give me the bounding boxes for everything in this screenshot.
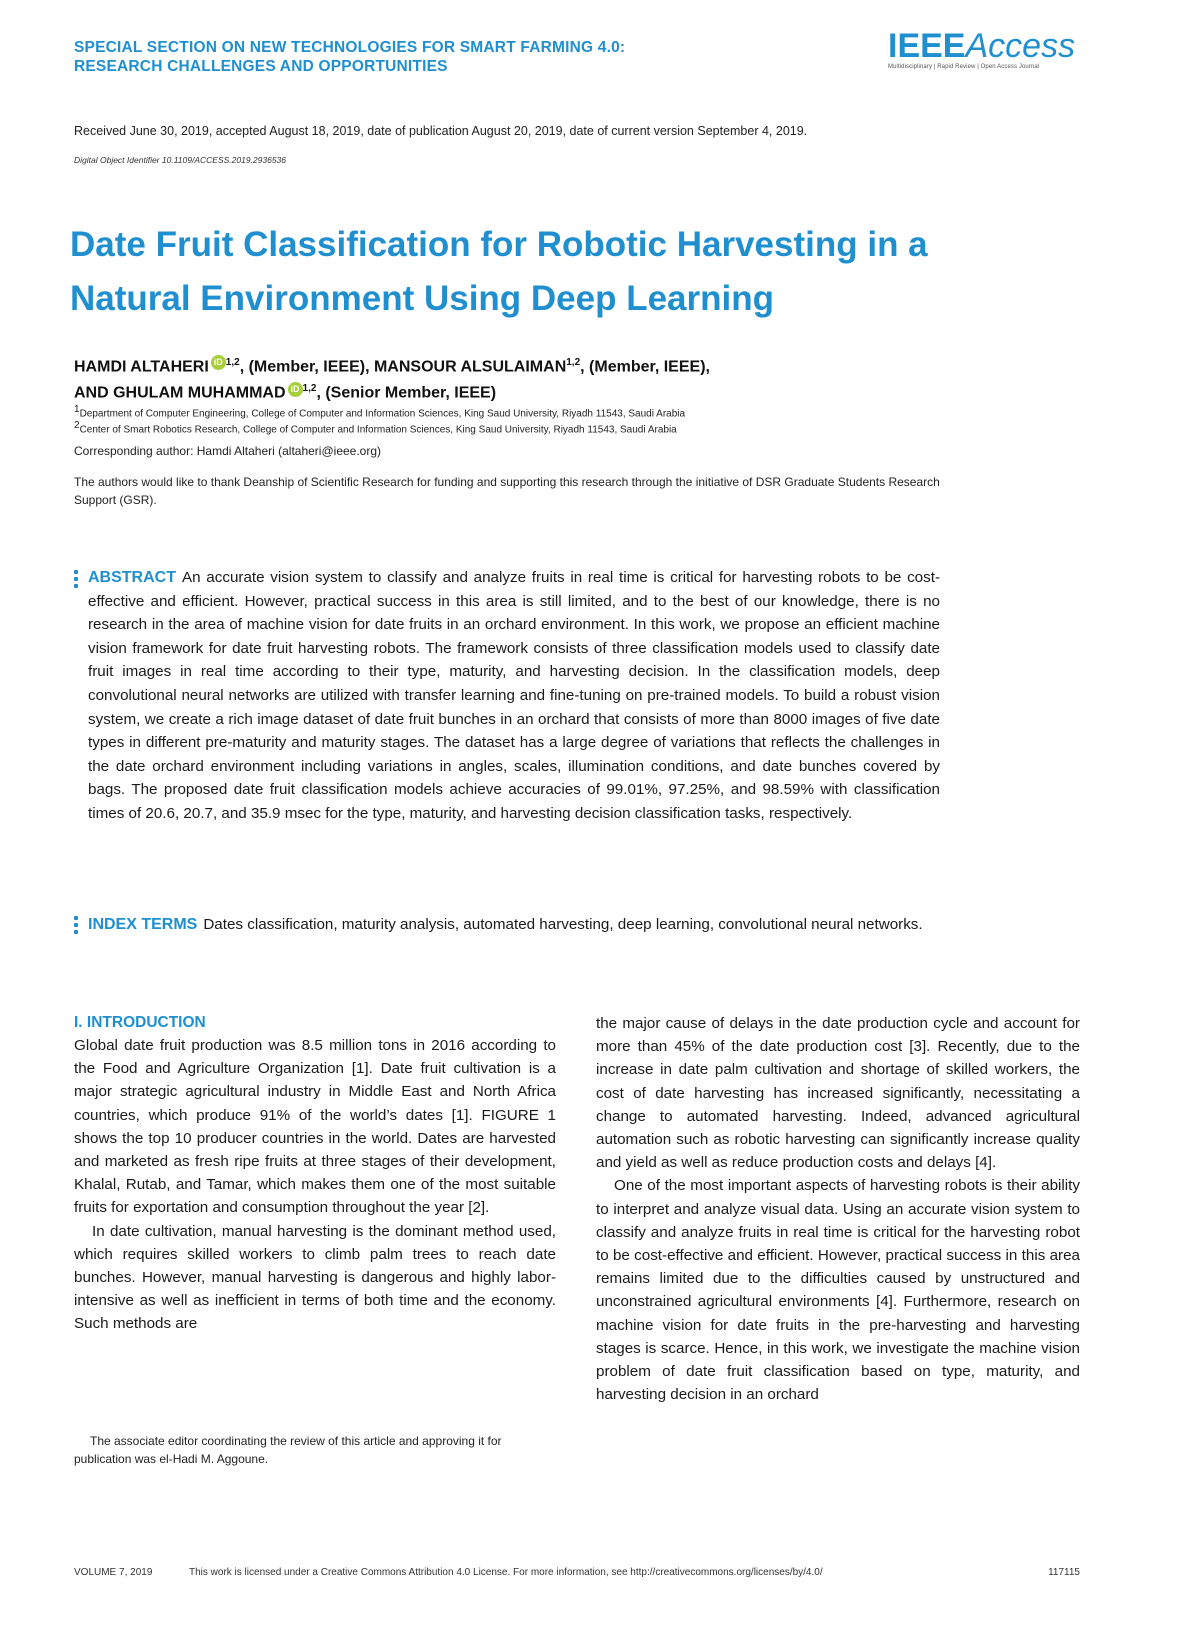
intro-paragraph-4: One of the most important aspects of harvesting robots is their ability to interpret and analyze visual data. Using an accurate vision system to classify and analyze fruits in real time is critical for the harvesting robot to be cost-effective and efficient. However, practical success in this area remains limited due to the difficulties caused by unstructured and unconstrained agricultural environments [4]. Furthermore, research on machine vision for date fruits in the pre-harvesting and harvesting stages is scarce. Hence, in this work, we investigate the machine vision problem of date fruit classification based on type, maturity, and harvesting decision in an orchard: [596, 1177, 1080, 1404]
logo-tagline: Multidisciplinary | Rapid Review | Open Access Journal: [888, 64, 1040, 70]
author-line-1: [74, 352, 974, 378]
footer-page-number: 117115: [1048, 1567, 1080, 1578]
special-section-header: [74, 38, 774, 76]
affiliation-1: [74, 404, 974, 419]
paper-title: Date Fruit Classification for Robotic Harvesting in a Natural Environment Using Deep Learning: [70, 225, 928, 318]
ieee-access-logo: [888, 26, 1088, 78]
author-affil-sup: 1,2: [225, 357, 240, 368]
affiliation-text: Center of Smart Robotics Research, College of Computer and Information Sciences, King Saud University, Riyadh 11543, Saudi Arabia: [79, 424, 677, 436]
left-column: [74, 1012, 556, 1336]
affiliation-sup: 1: [74, 404, 80, 415]
author-name: HAMDI ALTAHERI: [74, 358, 209, 376]
intro-paragraph-1: Global date fruit production was 8.5 million tons in 2016 according to the Food and Agriculture Organization [1]. Date fruit cultivation is a major strategic agricultural industry in Middle East and North Africa countries, which produce 91% of the world’s dates [1]. FIGURE 1 shows the top 10 producer countries in the world. Dates are harvested and marketed as fresh ripe fruits at three stages of their development, Khalal, Rutab, and Tamar, which makes them one of the most suitable fruits for exportation and consumption throughout the year [2].: [74, 1037, 556, 1217]
abstract-label: ABSTRACT: [88, 569, 176, 586]
author-name: AND GHULAM MUHAMMAD: [74, 384, 286, 402]
section-line-2: RESEARCH CHALLENGES AND OPPORTUNITIES: [74, 58, 448, 75]
logo-italic-text: Access: [965, 27, 1076, 65]
index-terms-label: INDEX TERMS: [88, 916, 198, 933]
affiliation-2: [74, 420, 974, 435]
intro-paragraph-2: In date cultivation, manual harvesting is the dominant method used, which requires skilled workers to climb palm trees to reach date bunches. However, manual harvesting is dangerous and highly labor-intensive as well as inefficient in terms of both time and the economy. Such methods are: [74, 1222, 556, 1333]
abstract-block: [88, 566, 940, 826]
author-list: [74, 352, 974, 405]
author-text: , (Member, IEEE),: [580, 358, 710, 376]
affiliation-sup: 2: [74, 420, 80, 431]
logo-bold-text: IEEE: [888, 27, 966, 65]
index-terms-block: [88, 912, 940, 937]
footer-license[interactable]: This work is licensed under a Creative Commons Attribution 4.0 License. For more information, see http://creativecommons.org/licenses/by/4.0/: [189, 1567, 823, 1578]
author-affil-sup: 1,2: [302, 383, 317, 395]
abstract-text: An accurate vision system to classify and analyze fruits in real time is critical for harvesting robots to be cost-effective and efficient. However, practical success in this area is still limited, and to the best of our knowledge, there is no research in the area of machine vision for date fruits in an orchard environment. In this work, we propose an efficient machine vision framework for date fruit harvesting robots. The framework consists of three classification models used to classify date fruit images in real time according to their type, maturity, and harvesting decision. In the classification models, deep convolutional neural networks are utilized with transfer learning and fine-tuning on pre-trained models. To build a robust vision system, we create a rich image dataset of date fruit bunches in an orchard that consists of more than 8000 images of five date types in different pre-maturity and maturity stages. The dataset has a large degree of variations that reflects the challenges in the date orchard environment including variations in angles, scales, illumination conditions, and date bunches covered by bags. The proposed date fruit classification models achieve accuracies of 99.01%, 97.25%, and 98.59% with classification times of 20.6, 20.7, and 35.9 msec for the type, maturity, and harvesting decision classification tasks, respectively.: [88, 569, 940, 822]
acknowledgment: The authors would like to thank Deanship of Scientific Research for funding and supporting this research through the initiative of DSR Graduate Students Research Support (GSR).: [74, 475, 940, 507]
section-line-1: SPECIAL SECTION ON NEW TECHNOLOGIES FOR SMART FARMING 4.0:: [74, 39, 626, 56]
intro-paragraph-3: the major cause of delays in the date production cycle and account for more than 45% of the date production cost [3]. Recently, due to the increase in date palm cultivation and shortage of skilled workers, the cost of date harvesting has increased significantly, necessitating a change to automated harvesting. Indeed, advanced agricultural automation such as robotic harvesting can significantly increase quality and yield as well as reduce production costs and delays [4].: [596, 1015, 1080, 1172]
affiliation-text: Department of Computer Engineering, College of Computer and Information Sciences, King Saud University, Riyadh 11543, Saudi Arabia: [79, 408, 686, 420]
abstract-marker-icon: [74, 570, 80, 591]
footnote-text: The associate editor coordinating the review of this article and approving it for publication was el-Hadi M. Aggoune.: [74, 1434, 502, 1466]
author-affil-sup: 1,2: [566, 357, 581, 368]
doi-line[interactable]: Digital Object Identifier 10.1109/ACCESS.2019.2936536: [74, 155, 287, 165]
corresponding-author: Corresponding author: Hamdi Altaheri (altaheri@ieee.org): [74, 444, 382, 458]
section-heading-introduction: I. INTRODUCTION: [74, 1014, 206, 1031]
footer-volume: VOLUME 7, 2019: [74, 1567, 153, 1578]
author-line-2: [74, 378, 974, 404]
author-text: , (Member, IEEE), MANSOUR ALSULAIMAN: [239, 358, 567, 376]
index-terms-marker-icon: [74, 916, 80, 937]
orcid-icon[interactable]: iD: [211, 355, 226, 370]
author-text: , (Senior Member, IEEE): [316, 384, 497, 402]
editor-footnote: [74, 1432, 556, 1468]
publication-dates: Received June 30, 2019, accepted August 18, 2019, date of publication August 20, 2019, date of current version September 4, 2019.: [74, 124, 808, 138]
page-footer: [74, 1567, 1080, 1578]
right-column: [596, 1012, 1080, 1406]
index-terms-text: Dates classification, maturity analysis, automated harvesting, deep learning, convolutional neural networks.: [203, 916, 923, 933]
orcid-icon[interactable]: iD: [288, 382, 303, 397]
